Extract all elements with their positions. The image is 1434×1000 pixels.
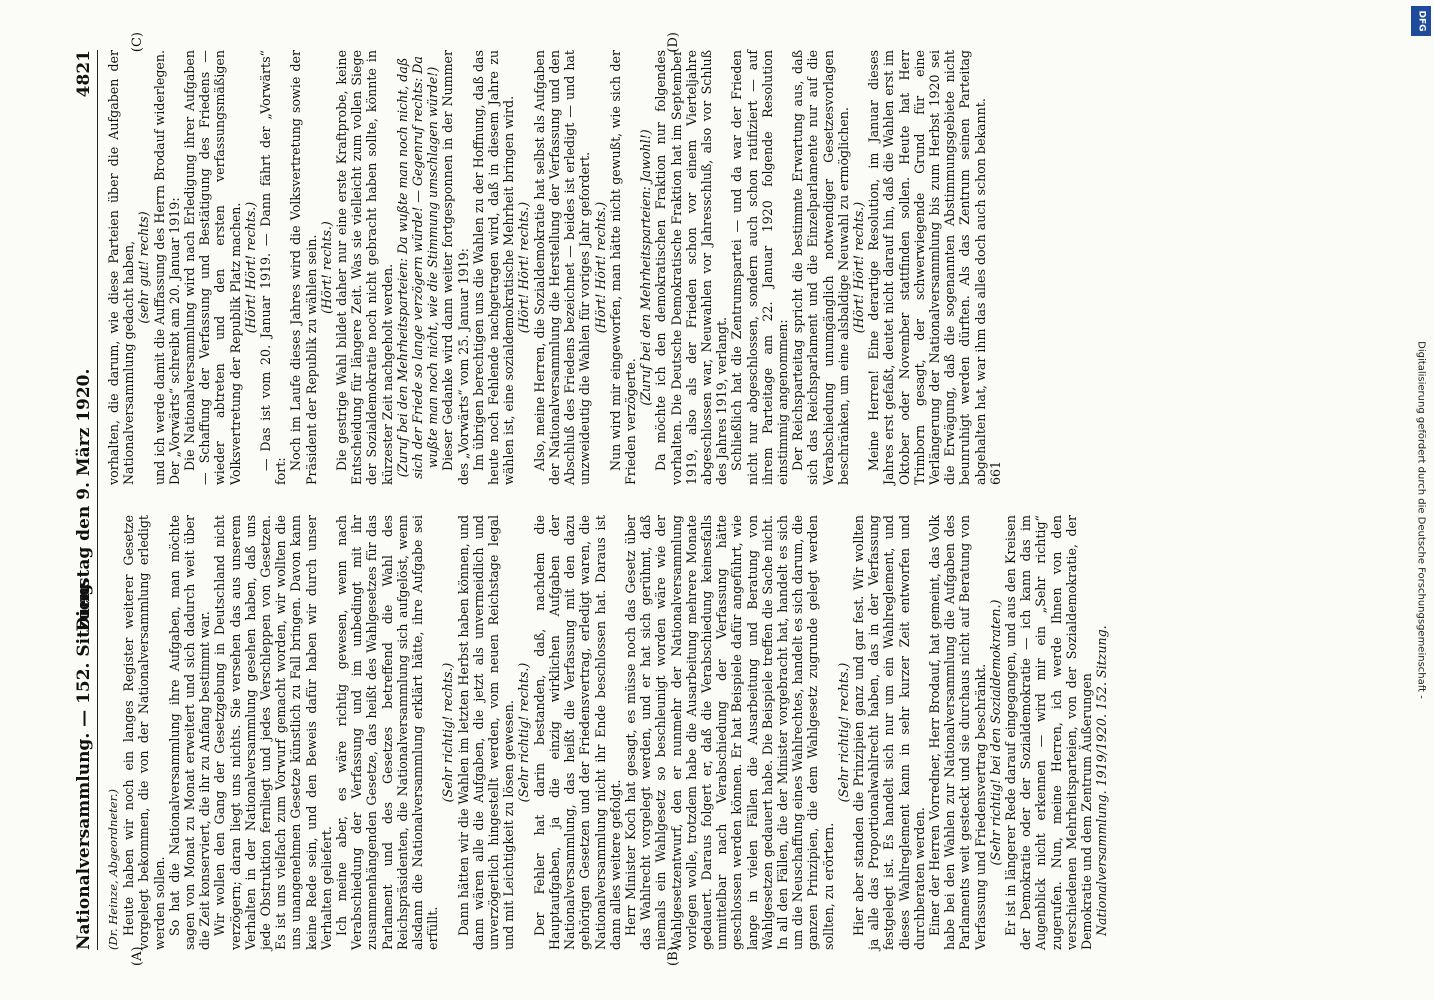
paragraph: — Das ist vom 20. Januar 1919. — Dann fährt der „Vorwärts“ fort: bbox=[258, 50, 289, 485]
interjection: (Hört! Hört! rechts.) bbox=[850, 201, 866, 334]
speaker-line: (Dr. Heinze, Abgeordneter.) bbox=[106, 789, 120, 950]
paragraph: Schließlich hat die Zentrumspartei — und da war der Frieden nicht nur abgeschlossen, sondern auch schon ratifiziert — auf ihrem Parteitage am 22. Januar 1920 folgende Resolution einstimmig angenommen: bbox=[729, 50, 790, 485]
interjection: (Sehr richtig! bei den Sozialdemokraten.) bbox=[987, 599, 1003, 866]
paragraph: vorhalten, die darum, wie diese Parteien über die Aufgaben der Nationalversammlung gedacht haben, bbox=[106, 50, 137, 485]
paragraph: So hat die Nationalversammlung ihre Aufgaben, man möchte sagen von Monat zu Monat erweitert und sich dadurch weit über die Zeit konserviert, die ihr zu Anfang bestimmt war. bbox=[166, 515, 213, 950]
paragraph: Er ist in längerer Rede darauf eingegangen, und aus den Kreisen der Demokratie oder der Sozialdemokratie — ich kann das im Augenblick nicht erkennen — wird mir ein „Sehr richtig“ zugerufen. Nun, meine Herren, ich werde Ihnen von den verschiedenen Mehrheitsparteien, von der Sozialdemokratie, der Demokratie und dem Zentrum Äußerungen bbox=[1002, 515, 1094, 950]
interjection: (Zuruf bei den Mehrheitsparteien: Da wußte man noch nicht, daß sich der Friede so lange verzögern würde! — Gegenruf rechts: Da wußte man noch nicht, wie die Stimmung umschlagen würde!) bbox=[394, 56, 441, 479]
paragraph: Einer der Herren Vorredner, Herr Brodauf, hat gemeint, das Volk habe bei den Wahlen zur Nationalversammlung die Aufgaben des Parlaments weit gesteckt und sie durchaus nicht auf Beratung von Verfassung und Friedensvertrag beschränkt. bbox=[926, 515, 988, 950]
margin-mark-d: (D) bbox=[666, 32, 681, 53]
paragraph: Heute haben wir noch ein langes Register weiterer Gesetze vorgelegt bekommen, die von der Nationalversammlung erledigt werden sollen. bbox=[121, 515, 167, 950]
text-columns bbox=[106, 32, 1356, 966]
quotation: Die gestrige Wahl bildet daher nur eine erste Kraftprobe, keine Entscheidung für längere Zeit. Was sie vielleicht zum vollen Siege der Sozialdemokratie noch nicht gebracht haben sollte, könnte in kürzester Zeit nachgeholt werden. bbox=[334, 50, 395, 485]
interjection: (Hört! Hört! rechts.) bbox=[242, 201, 258, 334]
paragraph: Hier aber standen die Prinzipien ganz und gar fest. Wir wollten ja alle das Proportionalwahlrecht haben, das in der Verfassung festgelegt ist. Es handelt sich nur um ein Wahlreglement, und dieses Wahlreglement kann in sehr kurzer Zeit entworfen und durchberaten werden. bbox=[850, 515, 927, 950]
margin-mark-b: (B) bbox=[666, 946, 681, 966]
paragraph: Ich meine aber, es wäre richtig gewesen, wenn nach Verabschiedung der Verfassung und im unbedingt mit ihr zusammenhängenden Gesetze, das heißt des Wahlgesetzes für das Parlament und des Gesetzes betreffend die Wahl des Reichspräsidenten, die Nationalversammlung sich aufgelöst, wenn alsdann die Nationalversammlung erklärt hätte, ihre Aufgabe sei erfüllt. bbox=[334, 515, 441, 950]
rotated-page bbox=[50, 32, 1360, 968]
header-left: Nationalversammlung. — 152. Sitzung. bbox=[74, 577, 94, 950]
dfg-logo: DFG bbox=[1411, 6, 1431, 36]
digitization-credit bbox=[1408, 0, 1434, 1000]
quotation: Die Nationalversammlung wird nach Erledigung ihrer Aufgaben — Schaffung der Verfassung und Bestätigung des Friedens — wieder abtreten und den ersten verfassungsmäßigen Volksvertretung der Republik Platz machen. bbox=[182, 50, 243, 485]
paragraph: Der Fehler hat darin bestanden, daß, nachdem die Hauptaufgaben, ja die einzig wirklichen Aufgaben der Nationalversammlung, das heißt die Verfassung mit den dazu gehörigen Gesetzen und der Friedensvertrag, erledigt waren, die Nationalversammlung nicht ihr Ende beschlossen hat. Daraus ist dann alles weitere gefolgt. bbox=[531, 515, 623, 950]
page-number: 4821 bbox=[74, 50, 94, 98]
interjection: (Hört! Hört! rechts.) bbox=[592, 201, 608, 334]
interjection: (Zuruf bei den Mehrheitsparteien: Jawohl!) bbox=[638, 129, 654, 406]
margin-mark-c: (C) bbox=[130, 32, 145, 53]
interjection: (Sehr richtig! rechts.) bbox=[440, 662, 456, 803]
left-column bbox=[106, 515, 1356, 966]
interjection: (Hört! rechts.) bbox=[318, 221, 334, 314]
interjection: (sehr gut! rechts) bbox=[136, 211, 152, 324]
running-header bbox=[60, 50, 98, 950]
credit-text: Digitalisierung gefördert durch die Deutsche Forschungsgemeinschaft - bbox=[1415, 341, 1427, 699]
interjection: (Sehr richtig! rechts.) bbox=[835, 662, 851, 803]
paragraph: und ich werde damit die Auffassung des Herrn Brodauf widerlegen. Der „Vorwärts“ schreibt am 20. Januar 1919: bbox=[151, 50, 182, 485]
paragraph: Meine Herren! Eine derartige Resolution, im Januar dieses Jahres erst gefaßt, deutet nicht darauf hin, daß die Wahlen erst im Oktober oder November stattfinden sollen. Heute hat Herr Trimborn gesagt, der schwerwiegende Grund für eine Verlängerung der Nationalversammlung bis zum Herbst 1920 sei die Erwägung, daß die sogenannten Abstimmungsgebiete nicht beunruhigt werden dürften. Als das Zentrum seinen Parteitag abgehalten hat, war ihm das alles doch auch schon bekannt. bbox=[866, 50, 988, 485]
interjection: (Hört! Hört! rechts.) bbox=[516, 201, 532, 334]
paragraph: Da möchte ich den demokratischen Fraktion nur folgendes vorhalten. Die Deutsche Demokratische Fraktion hat im September 1919, also als der Frieden schon vor einem Vierteljahre abgeschlossen war, Neuwahlen vor Jahresschluß, also vor Schluß des Jahres 1919, verlangt. bbox=[653, 50, 730, 485]
interjection: (Sehr richtig! rechts.) bbox=[516, 662, 532, 803]
paragraph: Also, meine Herren, die Sozialdemokratie hat selbst als Aufgaben der Nationalversammlung die Herstellung der Verfassung und den Abschluß des Friedens bezeichnet — beides ist erledigt — und hat unzweideutig die Wahlen für voriges Jahr gefordert. bbox=[531, 50, 593, 485]
paragraph: Nun wird mir eingeworfen, man hätte nicht gewußt, wie sich der Frieden verzögerte. bbox=[607, 50, 638, 485]
quotation: Im übrigen berechtigen uns die Wahlen zu der Hoffnung, daß das heute noch Fehlende nachgetragen wird, daß in diesem Jahre zu wählen ist, eine sozialdemokratische Mehrheit bringen wird. bbox=[470, 50, 517, 485]
quotation: Der Reichsparteitag spricht die bestimmte Erwartung aus, daß sich das Reichsparlament und die Einzelparlamente nur auf die Verabschiedung unumgänglich notwendiger Gesetzesvorlagen beschränken, um eine alsbaldige Neuwahl zu ermöglichen. bbox=[790, 50, 851, 485]
header-date: Dienstag den 9. März 1920. bbox=[74, 368, 94, 632]
paragraph: Dann hätten wir die Wahlen im letzten Herbst haben können, und dann wären alle die Aufgaben, die jetzt als unvermeidlich und unverzögerlich hingestellt werden, vom neuen Reichstage legal und mit Leichtigkeit zu lösen gewesen. bbox=[455, 515, 517, 950]
page-footer: Nationalversammlung. 1919/1920. 152. Sitzung. bbox=[1094, 625, 1110, 936]
quotation: Noch im Laufe dieses Jahres wird die Volksvertretung sowie der Präsident der Republik zu wählen sein. bbox=[288, 50, 319, 485]
paragraph: Herr Minister Koch hat gesagt, es müsse noch das Gesetz über das Wahlrecht vorgelegt werden, und er hat sich gerühmt, daß niemals ein Wahlgesetz so beschleunigt worden wäre wie der Wahlgesetzentwurf, den er nunmehr der Nationalversammlung vorlegen wolle, trotzdem habe die Ausarbeitung mehrere Monate gedauert. Daraus folgert er, daß die Verabschiedung keinesfalls unmittelbar nach Verabschiedung der Verfassung hätte geschlossen werden können. Er hat Beispiele dafür angeführt, wie lange in vielen Fällen die Ausarbeitung und Beratung von Wahlgesetzen gedauert habe. Die Beispiele treffen die Sache nicht. In all den Fällen, die der Minister vorgebracht hat, handelt es sich um die Neuschaffung eines Wahlrechtes, handelt es sich darum, die ganzen Prinzipien, die dem Wahlgesetz zugrunde gelegt werden sollten, zu erörtern. bbox=[622, 515, 836, 950]
margin-mark-a: (A) bbox=[130, 946, 145, 966]
sheet-number: 661 bbox=[987, 460, 1003, 485]
paragraph: Wir wollen den Gang der Gesetzgebung in Deutschland nicht verzögern; daran liegt uns nichts. Sie versehen das aus unserem Verhalten in der Nationalversammlung gesehen haben, daß uns jede Obstruktion fernliegt und jedes Verschleppen von Gesetzen. Es ist uns vielfach zum Vorwurf gemacht worden, wir wollten die uns unangenehmen Gesetze künstlich zu Fall bringen. Davon kann keine Rede sein, und den Beweis dafür haben wir durch unser Verhalten geliefert. bbox=[212, 515, 334, 950]
paragraph: Dieser Gedanke wird dann weiter fortgesponnen in der Nummer des „Vorwärts“ vom 25. Januar 1919: bbox=[440, 50, 471, 485]
right-column bbox=[106, 32, 1356, 485]
